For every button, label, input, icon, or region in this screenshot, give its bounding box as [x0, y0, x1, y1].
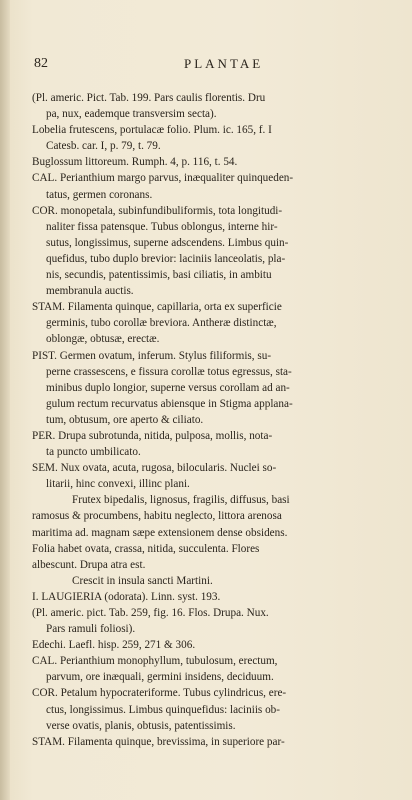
text-line: Pars ramuli foliosi).	[46, 623, 136, 636]
text-line: PIST. Germen ovatum, inferum. Stylus filiformis, su-	[32, 349, 272, 362]
text-line: Crescit in insula sancti Martini.	[72, 574, 213, 587]
text-line: gulum rectum recurvatus abiensque in Stigma applana-	[46, 397, 293, 410]
text-line: Folia habet ovata, crassa, nitida, succulenta. Flores	[32, 542, 260, 555]
text-line: STAM. Filamenta quinque, capillaria, orta ex superficie	[32, 301, 282, 314]
running-head: PLANTAE	[184, 56, 264, 71]
text-line: I. LAUGIERIA (odorata). Linn. syst. 193.	[32, 590, 221, 603]
text-line: CAL. Perianthium monophyllum, tubulosum, erectum,	[32, 655, 278, 668]
text-line: ctus, longissimus. Limbus quinquefidus: laciniis ob-	[46, 703, 280, 716]
text-line: STAM. Filamenta quinque, brevissima, in superiore par-	[32, 735, 285, 748]
text-line: tatus, germen coronans.	[46, 188, 153, 201]
text-line: nis, secundis, patentissimis, basi ciliatis, in ambitu	[46, 269, 272, 282]
page-body-text	[32, 90, 410, 750]
text-line: germinis, tubo corollæ breviora. Antheræ distinctæ,	[46, 317, 277, 330]
text-line: CAL. Perianthium margo parvus, inæqualiter quinqueden-	[32, 172, 294, 185]
text-line: ramosus & procumbens, habitu neglecto, littora arenosa	[32, 510, 282, 523]
text-line: (Pl. americ. Pict. Tab. 199. Pars caulis florentis. Dru	[32, 92, 266, 104]
text-line: parvum, ore inæquali, germini insidens, deciduum.	[46, 671, 274, 684]
text-line: Frutex bipedalis, lignosus, fragilis, diffusus, basi	[72, 494, 290, 507]
text-line: ta puncto umbilicato.	[46, 446, 141, 459]
text-line: PER. Drupa subrotunda, nitida, pulposa, mollis, nota-	[32, 429, 273, 442]
text-line: Edechi. Laefl. hisp. 259, 271 & 306.	[32, 639, 196, 652]
binding-gutter	[0, 0, 10, 800]
text-line: (Pl. americ. pict. Tab. 259, fig. 16. Flos. Drupa. Nux.	[32, 607, 269, 619]
text-line: pa, nux, eademque transversim secta).	[46, 108, 217, 121]
page-header	[34, 56, 390, 76]
text-line: litarii, hinc convexi, illinc plani.	[46, 478, 190, 491]
page-number: 82	[34, 56, 48, 71]
text-line: maritima ad. magnam sæpe extensionem dense obsidens.	[32, 526, 288, 539]
text-line: Lobelia frutescens, portulacæ folio. Plum. ic. 165, f. I	[32, 124, 272, 137]
text-line: sutus, longissimus, superne adscendens. Limbus quin-	[46, 236, 289, 249]
text-line: SEM. Nux ovata, acuta, rugosa, bilocularis. Nuclei so-	[32, 462, 277, 475]
text-line: naliter fissa patensque. Tubus oblongus, interne hir-	[46, 220, 278, 233]
text-line: perne crassescens, e fissura corollæ totus egressus, sta-	[46, 365, 292, 378]
text-line: COR. Petalum hypocrateriforme. Tubus cylindricus, ere-	[32, 687, 287, 700]
text-line: quefidus, tubo duplo brevior: laciniis lanceolatis, pla-	[46, 252, 286, 265]
text-line: tum, obtusum, ore aperto & ciliato.	[46, 413, 204, 426]
text-line: oblongæ, obtusæ, erectæ.	[46, 333, 160, 346]
text-line: minibus duplo longior, superne versus corollam ad an-	[46, 381, 290, 394]
text-line: albescunt. Drupa atra est.	[32, 558, 146, 571]
text-line: Buglossum littoreum. Rumph. 4, p. 116, t. 54.	[32, 156, 238, 169]
text-line: COR. monopetala, subinfundibuliformis, tota longitudi-	[32, 204, 283, 217]
text-line: Catesb. car. I, p. 79, t. 79.	[46, 140, 161, 153]
text-line: membranula auctis.	[46, 285, 134, 298]
text-line: verse ovatis, planis, obtusis, patentissimis.	[46, 719, 236, 732]
